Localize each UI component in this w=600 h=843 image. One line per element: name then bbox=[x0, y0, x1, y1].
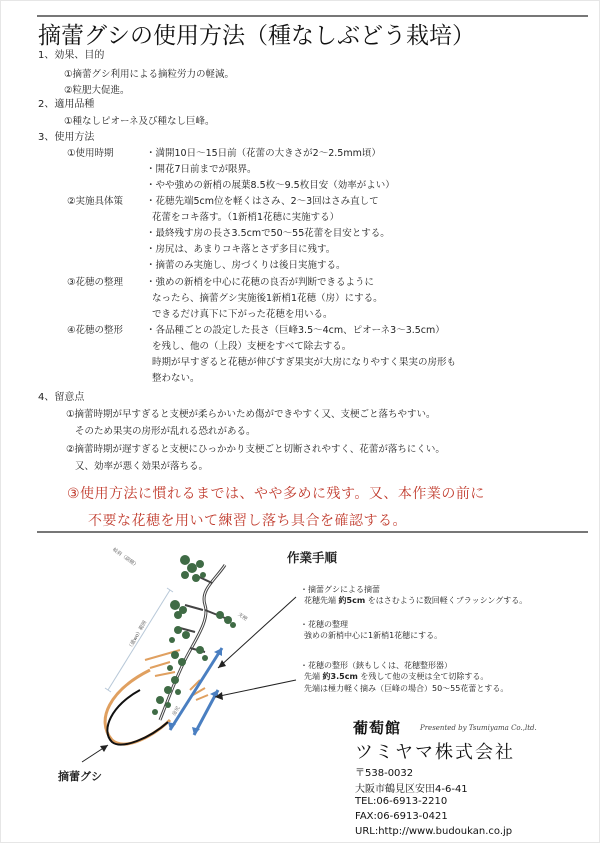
usage-timing-line-3: ・やや強めの新梢の展葉8.5枚～9.5枚目安（効率がよい） bbox=[146, 180, 395, 191]
caution-item-1: ①摘蕾時期が早すぎると支梗が柔らかいため傷ができやすく又、支梗ごと落ちやすい。 bbox=[66, 409, 436, 420]
section-heading-3: 3、使用方法 bbox=[38, 132, 95, 143]
usage-arrange-line-3: できるだけ真下に下がった花穂を用いる。 bbox=[152, 309, 333, 320]
diagram-label-range: （適wo）範囲 bbox=[127, 619, 149, 651]
section-heading-2: 2、適用品種 bbox=[38, 99, 95, 110]
note-line-2: 不要な花穂を用いて練習し落ち具合を確認する。 bbox=[88, 513, 407, 529]
diagram-label-tail: 房尻 bbox=[171, 705, 182, 718]
diagram-label-shoulder: 岐肩（副穂） bbox=[111, 547, 140, 570]
usage-shape-line-3: 時期が早すぎると花穂が伸びすぎ果実が大房になりやすく果実の房形も bbox=[152, 357, 457, 368]
diagram-label-branch: 支梗 bbox=[236, 611, 249, 623]
diagram-title: 作業手順 bbox=[287, 550, 338, 565]
section-2-item-1: ①種なしピオーネ及び種なし巨峰。 bbox=[64, 116, 215, 127]
usage-timing-line-1: ・満開10日～15日前（花蕾の大きさが2～2.5mm頃） bbox=[146, 148, 381, 159]
usage-method-line-4: ・房尻は、あまりコキ落とさず多目に残す。 bbox=[146, 244, 336, 255]
page-title: 摘蕾グシの使用方法（種なしぶどう栽培） bbox=[38, 23, 475, 49]
company-presented-by: Presented by Tsumiyama Co.,ltd. bbox=[420, 724, 537, 732]
usage-label-timing: ①使用時期 bbox=[67, 148, 114, 159]
usage-timing-line-2: ・開花7日前までが限界。 bbox=[146, 164, 257, 175]
usage-label-arrange: ③花穂の整理 bbox=[67, 277, 124, 288]
usage-method-line-5: ・摘蕾のみ実施し、房づくりは後日実施する。 bbox=[146, 260, 346, 271]
section-heading-4: 4、留意点 bbox=[38, 392, 85, 403]
usage-shape-line-1: ・各品種ごとの設定した長さ（巨峰3.5～4cm、ピオーネ3～3.5cm） bbox=[146, 325, 445, 336]
section-1-item-1: ①摘蕾グシ利用による摘粒労力の軽減。 bbox=[64, 69, 235, 80]
company-address: 大阪市鶴見区安田4-6-41 bbox=[355, 784, 468, 795]
step-3-text-2: 先端は極力軽く摘み（巨峰の場合）50～55花蕾とする。 bbox=[304, 684, 509, 693]
step-3-text: 先端 約3.5cm を残して他の支梗は全て切除する。 bbox=[304, 672, 489, 681]
section-1-item-2: ②粒肥大促進。 bbox=[64, 85, 130, 96]
step-1-heading: ・摘蕾グシによる摘蕾 bbox=[300, 585, 380, 594]
section-heading-1: 1、効果、目的 bbox=[38, 50, 105, 61]
usage-arrange-line-1: ・強めの新梢を中心に花穂の良否が判断できるように bbox=[146, 277, 375, 288]
usage-shape-line-2: を残し、他の（上段）支梗をすべて除去する。 bbox=[152, 341, 352, 352]
company-url[interactable]: URL:http://www.budoukan.co.jp bbox=[355, 826, 513, 837]
company-fax: FAX:06-6913-0421 bbox=[355, 811, 448, 822]
diagram-label-comb: 摘蕾グシ bbox=[58, 770, 102, 783]
company-postal: 〒538-0032 bbox=[355, 768, 414, 779]
usage-method-line-2: 花蕾をコキ落す。（1新梢1花穂に実施する） bbox=[152, 212, 340, 223]
usage-arrange-line-2: なったら、摘蕾グシ実施後1新梢1花穂（房）にする。 bbox=[152, 293, 383, 304]
company-tel: TEL:06-6913-2210 bbox=[355, 796, 448, 807]
company-logo: 葡萄館 bbox=[353, 719, 402, 737]
step-2-text: 強めの新梢中心に1新梢1花穂にする。 bbox=[304, 631, 443, 640]
usage-shape-line-4: 整わない。 bbox=[152, 373, 200, 384]
usage-method-line-3: ・最終残す房の長さ3.5cmで50～55花蕾を目安とする。 bbox=[146, 228, 390, 239]
usage-label-shape: ④花穂の整形 bbox=[67, 325, 124, 336]
step-2-heading: ・花穂の整理 bbox=[300, 620, 348, 629]
step-1-text: 花穂先端 約5cm をはさむように数回軽くブラッシングする。 bbox=[304, 596, 528, 605]
caution-item-2: ②摘蕾時期が遅すぎると支梗にひっかかり支梗ごと切断されやすく、花蕾が落ちにくい。 bbox=[66, 444, 445, 455]
note-line-1: ③使用方法に慣れるまでは、やや多めに残す。又、本作業の前に bbox=[67, 486, 485, 502]
step-3-heading: ・花穂の整形（鋏もしくは、花穂整形器） bbox=[300, 661, 452, 670]
usage-method-line-1: ・花穂先端5cm位を軽くはさみ、2～3回はさみ直して bbox=[146, 196, 379, 207]
company-name: ツミヤマ株式会社 bbox=[355, 742, 515, 763]
caution-item-1-cont: そのため果実の房形が乱れる恐れがある。 bbox=[75, 426, 256, 437]
usage-label-method: ②実施具体策 bbox=[67, 196, 124, 207]
caution-item-2-cont: 又、効率が悪く効果が落ちる。 bbox=[75, 461, 209, 472]
